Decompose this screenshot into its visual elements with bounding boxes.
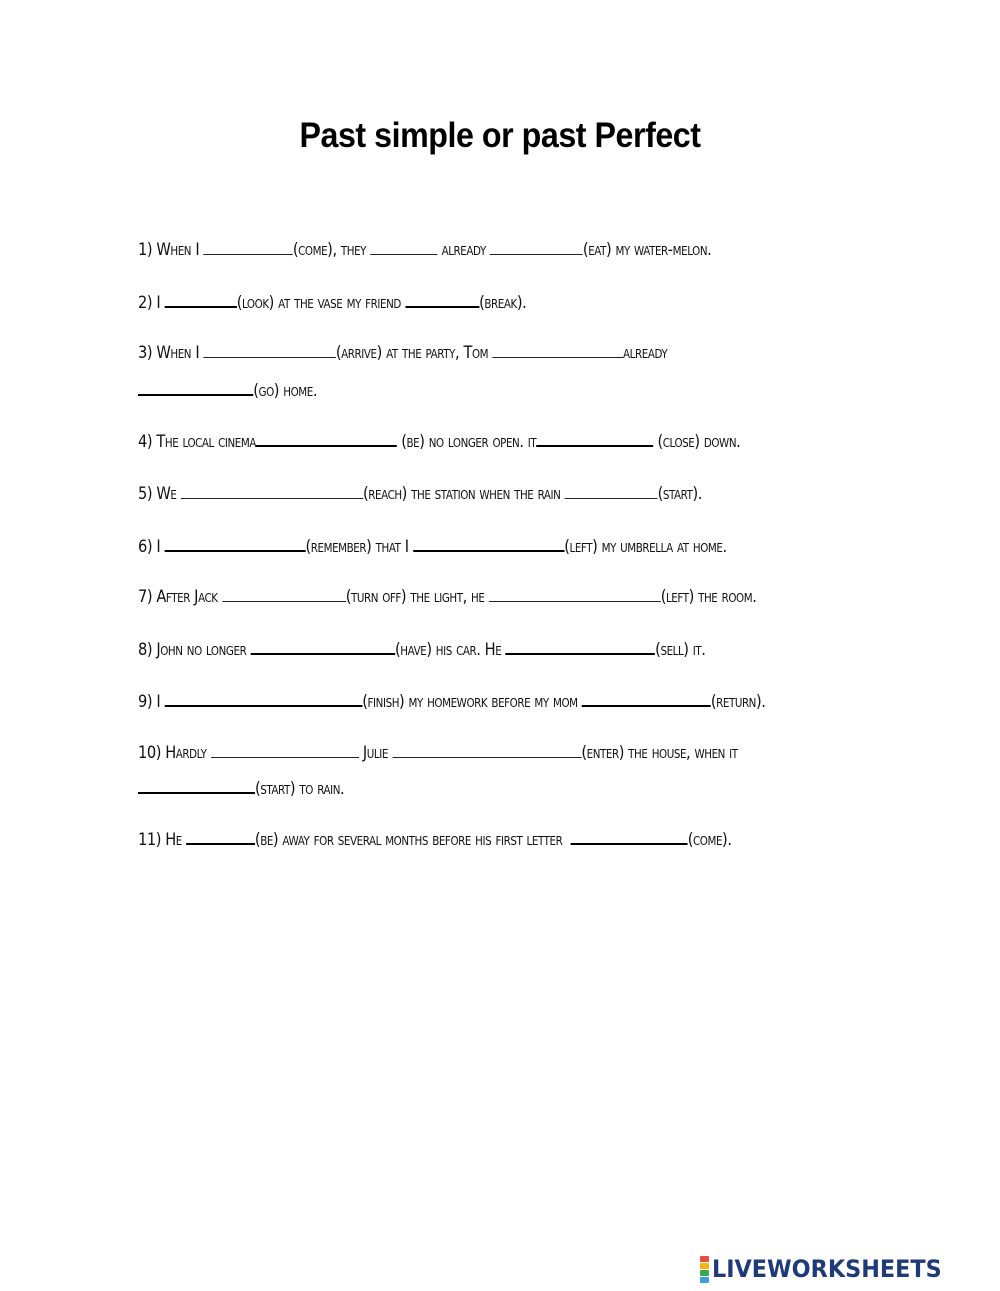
answer-blank[interactable]	[506, 637, 656, 655]
answer-blank[interactable]	[536, 429, 653, 447]
text: 3) When I	[138, 343, 200, 363]
text: 4) The local cinema	[138, 432, 256, 452]
sentence-6	[138, 534, 727, 557]
text: Julie	[362, 743, 388, 763]
liveworksheets-logo	[700, 1253, 959, 1285]
answer-blank[interactable]	[405, 290, 479, 308]
logo-tile-green	[700, 1270, 709, 1276]
sentence-10-continued	[138, 776, 344, 799]
answer-blank[interactable]	[181, 482, 363, 499]
text: 11) He	[138, 830, 182, 850]
logo-tile-blue	[700, 1277, 709, 1283]
text: (look) at the vase my friend	[236, 293, 401, 313]
sentence-9	[138, 689, 765, 712]
text: (start) to rain.	[254, 779, 345, 799]
answer-blank[interactable]	[490, 238, 583, 255]
text: (be) no longer open. it	[401, 432, 537, 452]
sentence-1	[138, 238, 711, 260]
text: (turn off) the light, he	[345, 587, 485, 607]
answer-blank[interactable]	[571, 827, 688, 845]
text: (remember) that I	[305, 537, 409, 557]
text: 5) We	[138, 484, 177, 504]
text: (start).	[657, 484, 703, 504]
text: 8) John no longer	[138, 640, 247, 660]
text: 2) I	[138, 293, 161, 313]
logo-tile-red	[700, 1256, 709, 1262]
sentence-3	[138, 341, 667, 363]
text: (go) home.	[253, 381, 318, 401]
answer-blank[interactable]	[256, 429, 397, 447]
answer-blank[interactable]	[138, 776, 255, 794]
text: (arrive) at the party, Tom	[335, 343, 489, 363]
answer-blank[interactable]	[222, 585, 346, 602]
worksheet-title: Past simple or past Perfect	[299, 116, 701, 155]
logo-tile-yellow	[700, 1263, 709, 1269]
sentence-7	[138, 585, 756, 607]
text: 1) When I	[138, 240, 200, 260]
text: 7) After Jack	[138, 587, 218, 607]
answer-blank[interactable]	[582, 689, 711, 707]
text: (come).	[687, 830, 732, 850]
text: already	[441, 240, 486, 260]
text: 9) I	[138, 692, 161, 712]
text: (enter) the house, when it	[581, 743, 738, 763]
sentence-5	[138, 482, 702, 504]
text: (sell) it.	[655, 640, 706, 660]
logo-mark-icon	[700, 1256, 709, 1283]
answer-blank[interactable]	[203, 238, 292, 255]
text: 10) Hardly	[138, 743, 207, 763]
text: (close) down.	[657, 432, 741, 452]
answer-blank[interactable]	[164, 689, 362, 707]
sentence-8	[138, 637, 706, 660]
text: (finish) my homework before my mom	[362, 692, 578, 712]
answer-blank[interactable]	[251, 637, 395, 655]
answer-blank[interactable]	[138, 378, 253, 396]
text: (come), they	[292, 240, 367, 260]
text: 6) I	[138, 537, 161, 557]
answer-blank[interactable]	[489, 585, 661, 602]
answer-blank[interactable]	[203, 341, 335, 358]
answer-blank[interactable]	[392, 741, 581, 758]
text: (have) his car. He	[395, 640, 502, 660]
text: (be) away for several months before his first letter	[254, 830, 563, 850]
logo-text: LIVEWORKSHEETS	[712, 1255, 942, 1283]
answer-blank[interactable]	[186, 827, 255, 845]
sentence-4	[138, 429, 740, 452]
text: (reach) the station when the rain	[363, 484, 561, 504]
answer-blank[interactable]	[370, 238, 437, 255]
text: (left) my umbrella at home.	[564, 537, 727, 557]
text: (left) the room.	[660, 587, 757, 607]
sentence-3-continued	[138, 378, 317, 401]
sentence-11	[138, 827, 732, 850]
answer-blank[interactable]	[164, 290, 236, 308]
text: (eat) my water-melon.	[582, 240, 712, 260]
answer-blank[interactable]	[413, 534, 564, 552]
answer-blank[interactable]	[164, 534, 305, 552]
sentence-10	[138, 741, 738, 763]
text: (return).	[710, 692, 766, 712]
text: already	[623, 343, 668, 363]
text: (break).	[479, 293, 527, 313]
answer-blank[interactable]	[565, 482, 658, 499]
sentence-2	[138, 290, 526, 313]
answer-blank[interactable]	[211, 741, 359, 758]
answer-blank[interactable]	[492, 341, 623, 358]
